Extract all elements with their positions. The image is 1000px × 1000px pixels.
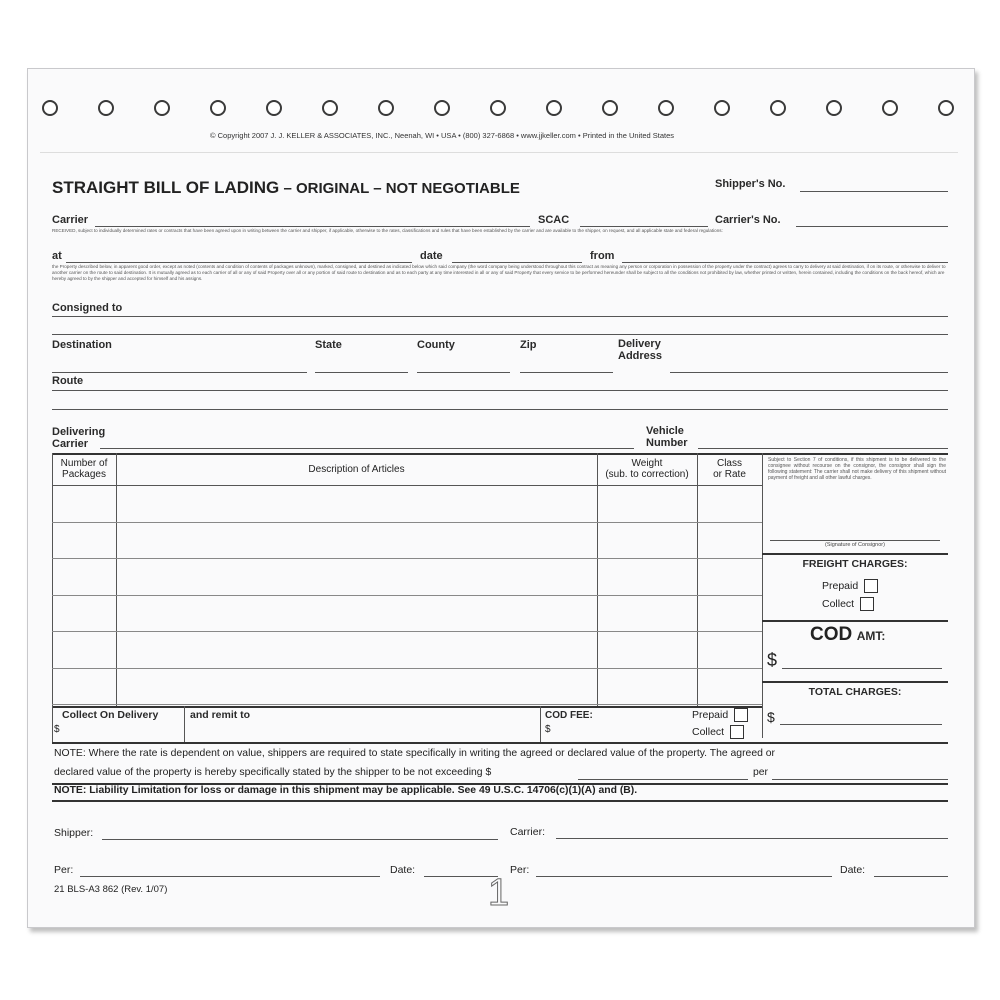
cod-box-top: [762, 620, 948, 622]
note-value-line-2: declared value of the property is hereby specifically stated by the shipper to be not exceeding $: [54, 767, 492, 778]
col-header-packages-1: Number of: [60, 458, 108, 469]
cod-row-top: [52, 706, 762, 708]
shippers-no-label: Shipper's No.: [715, 178, 786, 190]
cod-prepaid-checkbox[interactable]: [734, 708, 748, 722]
table-row[interactable]: [52, 704, 762, 705]
section7-text: Subject to Section 7 of conditions, if this shipment is to be delivered to the consignee without recourse on the consignor, the consignor shall sign the following statement: The carrier shall not make delivery of this shipment without payment of freight and all other lawful charges.: [768, 457, 946, 481]
cod-amount-field[interactable]: [782, 668, 942, 669]
carrier-date-field[interactable]: [874, 876, 948, 877]
collect-on-delivery-dollar: $: [54, 724, 60, 735]
table-row[interactable]: [52, 668, 762, 669]
cod-title-text: COD: [810, 624, 853, 645]
cod-prepaid: [692, 708, 748, 722]
binder-hole: [938, 100, 954, 116]
delivering-carrier-field[interactable]: [100, 448, 634, 449]
delivering-carrier-label-1: Delivering: [52, 426, 106, 438]
at-field[interactable]: [66, 262, 412, 263]
header-divider: [40, 152, 958, 153]
carrier-per-field[interactable]: [536, 876, 832, 877]
form-title: [52, 178, 520, 198]
form-title-main: STRAIGHT BILL OF LADING: [52, 178, 280, 197]
binder-hole: [658, 100, 674, 116]
cod-collect-checkbox[interactable]: [730, 725, 744, 739]
carrier-per-label: Per:: [510, 864, 530, 876]
shipper-date-label: Date:: [390, 864, 416, 876]
scac-field[interactable]: [580, 226, 708, 227]
freight-charges-title: FREIGHT CHARGES:: [802, 558, 908, 570]
table-top-border: [52, 453, 948, 455]
route-label: Route: [52, 375, 84, 387]
binder-hole: [882, 100, 898, 116]
cod-fee-label: COD FEE:: [545, 710, 593, 721]
vehicle-number-label-1: Vehicle: [646, 425, 684, 437]
carrier-field[interactable]: [95, 226, 530, 227]
col-header-packages: [52, 458, 116, 480]
collect-on-delivery-label: Collect On Delivery: [62, 709, 159, 721]
binder-hole: [434, 100, 450, 116]
zip-label: Zip: [520, 339, 537, 351]
binder-hole: [210, 100, 226, 116]
table-row[interactable]: [52, 558, 762, 559]
property-terms: the Property described below, in apparent good order, except as noted (contents and condition of contents of packages unknown), marked, consigned, and destined as indicated below which said company (the word company being understood throughout this contract as meaning any person or corporation in possession of the property under the contract) agrees to carry to delivery at said destination, if on its route, or otherwise to deliver to another carrier on the route to said destination. It is mutually agreed as to each carrier of all or any of said Property over all or any portion of said route to destination and as to each party at any time interested in all or any of said Property that every service to be performed hereunder shall be subject to all the conditions not prohibited by law, whether printed or written, herein contained, including the conditions on the back hereof, which are hereby agreed to by the shipper and accepted for himself and his assigns.: [52, 264, 946, 281]
col-header-weight: [597, 458, 697, 480]
cod-amt-label: AMT:: [856, 629, 886, 643]
declared-value-field[interactable]: [578, 779, 748, 780]
vehicle-number-label-2: Number: [646, 437, 688, 449]
note-bottom: [52, 800, 948, 802]
cod-collect: [692, 725, 744, 739]
cod-collect-label: Collect: [692, 725, 725, 738]
delivery-address-field[interactable]: [670, 372, 948, 373]
cod-prepaid-label: Prepaid: [692, 708, 729, 721]
delivering-carrier-label: [52, 426, 105, 450]
shipper-signature-label: Shipper:: [54, 827, 94, 839]
freight-collect-label: Collect: [822, 597, 855, 610]
county-label: County: [417, 339, 455, 351]
zip-field[interactable]: [520, 372, 613, 373]
freight-prepaid-checkbox[interactable]: [864, 579, 878, 593]
binder-hole: [602, 100, 618, 116]
binder-hole: [266, 100, 282, 116]
copyright-line: © Copyright 2007 J. J. KELLER & ASSOCIATES, INC., Neenah, WI • USA • (800) 327-6868 • www.jjkeller.com • Printed in the United States: [210, 131, 675, 140]
vehicle-number-field[interactable]: [698, 448, 948, 449]
carrier-signature-label: Carrier:: [510, 826, 546, 838]
table-header-bottom: [52, 485, 762, 486]
col-header-class: [697, 458, 762, 480]
route-field-2[interactable]: [52, 409, 948, 410]
destination-field[interactable]: [52, 372, 307, 373]
total-charges-title: TOTAL CHARGES:: [808, 686, 902, 698]
col-header-weight-2: (sub. to correction): [605, 469, 689, 480]
shipper-signature-field[interactable]: [102, 839, 498, 840]
liability-note: NOTE: Liability Limitation for loss or damage in this shipment may be applicable. See 49 U.S.C. 14706(c)(1)(A) and (B).: [54, 785, 638, 796]
delivery-address-label-1: Delivery: [618, 338, 661, 350]
cod-row-divider-2: [540, 706, 541, 742]
total-box-top: [762, 681, 948, 683]
delivering-carrier-label-2: Carrier: [52, 438, 89, 450]
total-dollar: $: [767, 709, 775, 725]
shipper-per-label: Per:: [54, 864, 74, 876]
cod-fee-dollar: $: [545, 724, 551, 735]
col-header-class-2: or Rate: [713, 469, 746, 480]
freight-collect: [822, 597, 874, 611]
freight-prepaid-label: Prepaid: [822, 579, 859, 592]
shippers-no-field[interactable]: [800, 191, 948, 192]
carriers-no-field[interactable]: [796, 226, 948, 227]
note-value-line-1: NOTE: Where the rate is dependent on value, shippers are required to state specifically in writing the agreed or declared value of the property. The agreed or: [54, 748, 776, 759]
signature-of-consignor-label: (Signature of Consignor): [825, 542, 885, 548]
col-header-packages-2: Packages: [62, 469, 106, 480]
binder-hole: [490, 100, 506, 116]
binder-hole: [378, 100, 394, 116]
cod-row-bottom: [52, 742, 948, 744]
declared-per-field[interactable]: [772, 779, 948, 780]
destination-label: Destination: [52, 339, 112, 351]
carrier-signature-field[interactable]: [556, 838, 948, 839]
from-label: from: [590, 250, 615, 262]
copy-number: 1: [488, 872, 510, 914]
delivery-address-label: [618, 338, 662, 362]
from-field[interactable]: [622, 262, 948, 263]
form-number: 21 BLS-A3 862 (Rev. 1/07): [54, 884, 168, 895]
binder-hole: [770, 100, 786, 116]
freight-box-top: [762, 553, 948, 555]
consigned-to-field-2[interactable]: [52, 334, 948, 335]
binder-hole: [322, 100, 338, 116]
total-charges-field[interactable]: [780, 724, 942, 725]
carrier-date-label: Date:: [840, 864, 866, 876]
received-terms: RECEIVED, subject to individually determined rates or contracts that have been agreed upon in writing between the carrier and shipper, if applicable, otherwise to the rates, classifications and rules that have been established by the carrier and are available to the shipper, on request, and all applicable state and federal regulations:: [52, 228, 723, 233]
binder-hole: [98, 100, 114, 116]
table-row[interactable]: [52, 631, 762, 632]
col-header-weight-1: Weight: [631, 458, 663, 469]
date-label: date: [420, 250, 443, 262]
cod-row-divider-1: [184, 706, 185, 742]
at-label: at: [52, 250, 62, 262]
binder-hole: [714, 100, 730, 116]
form-title-sub: – ORIGINAL – NOT NEGOTIABLE: [279, 180, 520, 197]
remit-to-label: and remit to: [190, 709, 251, 721]
state-label: State: [315, 339, 342, 351]
binder-hole: [154, 100, 170, 116]
freight-prepaid: [822, 579, 878, 593]
cod-row-left: [52, 706, 53, 742]
county-field[interactable]: [417, 372, 510, 373]
vehicle-number-label: [646, 425, 688, 449]
col-header-description: Description of Articles: [308, 464, 405, 475]
shipper-per-field[interactable]: [80, 876, 380, 877]
cod-dollar: $: [767, 650, 778, 670]
freight-collect-checkbox[interactable]: [860, 597, 874, 611]
scac-label: SCAC: [538, 214, 570, 226]
consigned-to-label: Consigned to: [52, 302, 123, 314]
route-field[interactable]: [52, 390, 948, 391]
binder-hole: [42, 100, 58, 116]
carriers-no-label: Carrier's No.: [715, 214, 781, 226]
consigned-to-field[interactable]: [52, 316, 948, 317]
table-row[interactable]: [52, 522, 762, 523]
binder-hole: [546, 100, 562, 116]
col-header-class-1: Class: [716, 458, 742, 469]
state-field[interactable]: [315, 372, 408, 373]
consignor-signature-field[interactable]: [770, 540, 940, 541]
delivery-address-label-2: Address: [618, 350, 663, 362]
note-per-label: per: [753, 767, 769, 778]
binder-hole: [826, 100, 842, 116]
date-field[interactable]: [452, 262, 582, 263]
cod-title: [810, 624, 885, 646]
shipper-date-field[interactable]: [424, 876, 498, 877]
carrier-label: Carrier: [52, 214, 89, 226]
table-row[interactable]: [52, 595, 762, 596]
